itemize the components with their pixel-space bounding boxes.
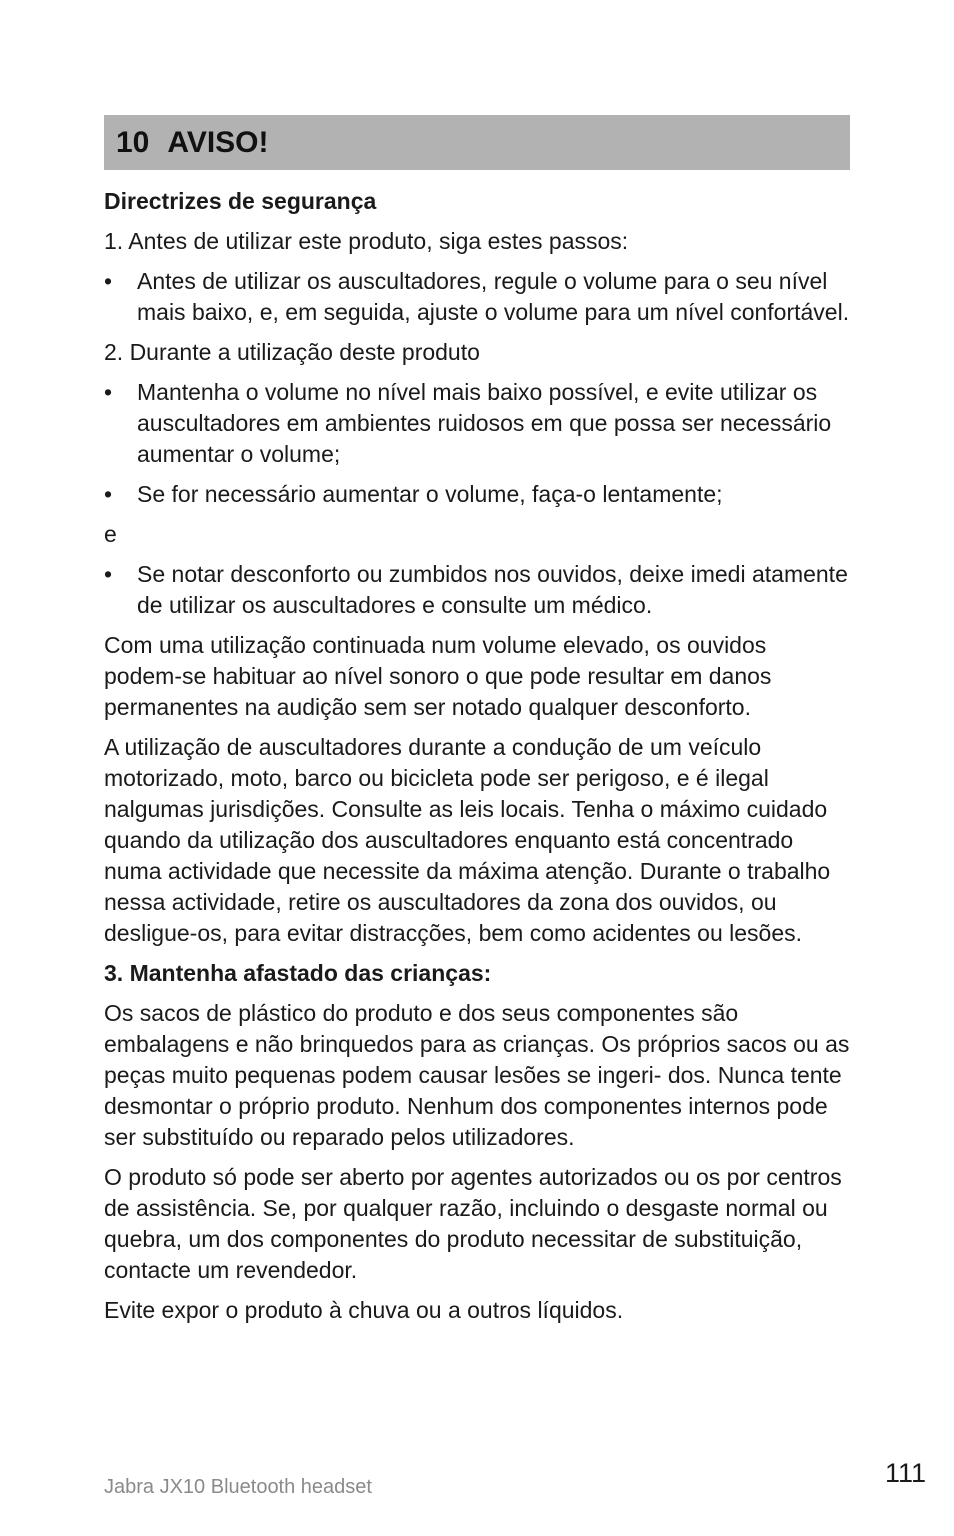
- bullet-text: Se for necessário aumentar o volume, faça-o lentamente;: [137, 481, 723, 507]
- paragraph: Os sacos de plástico do produto e dos seus componentes são embalagens e não brinquedos para as crianças. Os próprios sacos ou as peças muito pequenas podem causar lesões se ingeri- dos. Nunca tente desmontar o próprio produto. Nenhum dos componentes internos pode ser substituído ou reparado pelos utilizadores.: [104, 1000, 850, 1150]
- paragraph: Evite expor o produto à chuva ou a outros líquidos.: [104, 1297, 624, 1323]
- bullet-icon: •: [104, 481, 113, 507]
- step-1: 1. Antes de utilizar este produto, siga estes passos:: [104, 228, 629, 254]
- bullet-item: [104, 479, 850, 510]
- heading-safety: Directrizes de segurança: [104, 188, 377, 214]
- paragraph: A utilização de auscultadores durante a condução de um veículo motorizado, moto, barco ou bicicleta pode ser perigoso, e é ilegal nalgumas jurisdições. Consulte as leis locais. Tenha o máximo cuidado quando da utilização dos auscultadores enquanto está concentrado numa actividade que necessite da máxima atenção. Durante o trabalho nessa actividade, retire os auscultadores da zona dos ouvidos, ou desligue-os, para evitar distracções, bem como acidentes ou lesões.: [104, 734, 831, 946]
- bullet-text: Antes de utilizar os auscultadores, regule o volume para o seu nível mais baixo, e, em seguida, ajuste o volume para um nível confortável.: [137, 268, 850, 325]
- bullet-item: [104, 266, 850, 328]
- section-title: AVISO!: [167, 125, 269, 159]
- paragraph: O produto só pode ser aberto por agentes autorizados ou os por centros de assistência. Se, por qualquer razão, incluindo o desgaste normal ou quebra, um dos componentes do produto necessitar de substituição, contacte um revendedor.: [104, 1164, 842, 1283]
- document-page: [104, 115, 850, 1335]
- bullet-item: [104, 377, 850, 470]
- page-number: 111: [884, 1458, 926, 1488]
- footer-brand: Jabra JX10 Bluetooth headset: [104, 1476, 372, 1498]
- bullet-icon: •: [104, 379, 113, 405]
- bullet-icon: •: [104, 268, 113, 294]
- section-number: 10: [116, 125, 150, 159]
- step-2: 2. Durante a utilização deste produto: [104, 339, 480, 365]
- bullet-item: [104, 559, 850, 621]
- bullet-icon: •: [104, 561, 113, 587]
- bullet-text: Se notar desconforto ou zumbidos nos ouvidos, deixe imedi atamente de utilizar os auscultadores e consulte um médico.: [137, 561, 848, 618]
- heading-children: 3. Mantenha afastado das crianças:: [104, 960, 492, 986]
- document-body: [104, 186, 850, 1326]
- bullet-text: Mantenha o volume no nível mais baixo possível, e evite utilizar os auscultadores em ambientes ruidosos em que possa ser necessário aumentar o volume;: [137, 379, 832, 467]
- section-header: [104, 115, 850, 170]
- conjunction-text: e: [104, 521, 117, 547]
- paragraph: Com uma utilização continuada num volume elevado, os ouvidos podem-se habituar ao nível sonoro o que pode resultar em danos permanentes na audição sem ser notado qualquer desconforto.: [104, 632, 772, 720]
